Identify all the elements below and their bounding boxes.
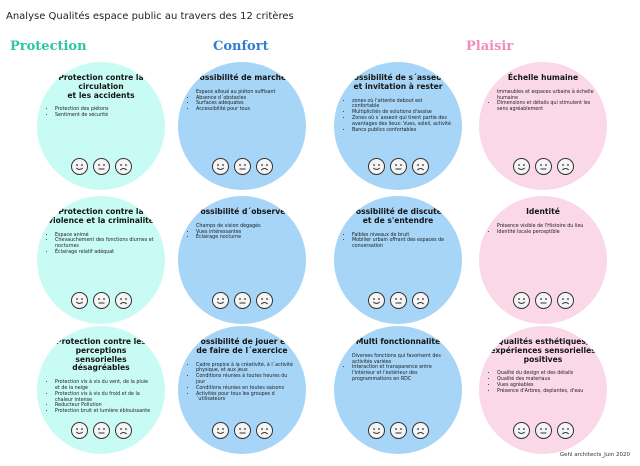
criterion-list xyxy=(490,90,596,113)
criterion-item: • Conditions réunies en toutes saisons xyxy=(196,386,295,392)
criterion-item: • Reducteur Pollution xyxy=(55,403,154,409)
rating-faces xyxy=(71,158,132,175)
neutral-face-icon[interactable] xyxy=(390,292,407,309)
rating-faces xyxy=(513,158,574,175)
criterion-item: • Sentiment de sécurité xyxy=(55,113,154,119)
happy-face-icon[interactable] xyxy=(368,422,385,439)
criterion-item: • Qualité du design et des détails xyxy=(497,371,596,377)
sad-face-icon[interactable] xyxy=(557,158,574,175)
sad-face-icon[interactable] xyxy=(557,422,574,439)
criterion-item: • Éclairage nocturne xyxy=(196,235,295,241)
criterion-item: • Faibles niveaux de bruit xyxy=(352,233,451,239)
sad-face-icon[interactable] xyxy=(256,292,273,309)
sad-face-icon[interactable] xyxy=(412,292,429,309)
criterion-list xyxy=(345,233,451,250)
criterion-title: Qualités esthétiques, expériences sensorielles positives xyxy=(490,337,596,364)
criterion-list xyxy=(189,224,295,241)
neutral-face-icon[interactable] xyxy=(93,422,110,439)
criterion-item: • Espace animé xyxy=(55,233,154,239)
criterion-item: • Accessibilité pour tous xyxy=(196,107,295,113)
neutral-face-icon[interactable] xyxy=(535,158,552,175)
criterion-title: Possibilité de marcher xyxy=(194,73,290,82)
criterion-item: • Protection vis à vis du vent, de la pluie et de la neige xyxy=(55,380,154,392)
criterion-list xyxy=(48,380,154,415)
happy-face-icon[interactable] xyxy=(513,158,530,175)
sad-face-icon[interactable] xyxy=(256,422,273,439)
criterion-circle xyxy=(479,196,607,324)
rating-faces xyxy=(513,422,574,439)
criterion-title: Possibilité de discuter et de s'entendre xyxy=(350,207,446,225)
neutral-face-icon[interactable] xyxy=(93,292,110,309)
criterion-circle xyxy=(37,326,165,454)
criterion-circle xyxy=(178,326,306,454)
page-title: Analyse Qualités espace public au travers des 12 critères xyxy=(6,11,294,22)
criterion-title: Protection contre la circulation et les accidents xyxy=(58,73,144,100)
happy-face-icon[interactable] xyxy=(71,422,88,439)
neutral-face-icon[interactable] xyxy=(535,422,552,439)
criterion-list xyxy=(490,224,596,236)
criterion-item: • Vues agréables xyxy=(497,383,596,389)
criterion-item: • Immeubles et espaces urbains à échelle humaine xyxy=(497,90,596,102)
criterion-list xyxy=(189,90,295,113)
criterion-circle xyxy=(37,196,165,324)
happy-face-icon[interactable] xyxy=(212,292,229,309)
criterion-title: Possibilité de jouer et de faire de l´exercice xyxy=(195,337,289,355)
criterion-item: • Protection des piétons xyxy=(55,107,154,113)
criterion-list xyxy=(189,363,295,404)
criterion-circle xyxy=(37,62,165,190)
criterion-list xyxy=(490,371,596,394)
criterion-item: • Protection vis à vis du froid et de la chaleur intense xyxy=(55,392,154,404)
sad-face-icon[interactable] xyxy=(115,158,132,175)
criterion-item: • Champs de vision dégagés xyxy=(196,224,295,230)
rating-faces xyxy=(368,158,429,175)
sad-face-icon[interactable] xyxy=(412,158,429,175)
criterion-circle xyxy=(479,62,607,190)
criterion-item: • Présence d'Arbres, deplantes, d'eau xyxy=(497,389,596,395)
criterion-item: • Vues intéressantes xyxy=(196,230,295,236)
criterion-circle xyxy=(334,62,462,190)
rating-faces xyxy=(212,422,273,439)
criterion-item: • Présence visible de l'Histoire du lieu xyxy=(497,224,596,230)
happy-face-icon[interactable] xyxy=(368,292,385,309)
criterion-list xyxy=(48,107,154,119)
criterion-circle xyxy=(178,196,306,324)
criterion-item: • Bancs publics confortables xyxy=(352,128,451,134)
sad-face-icon[interactable] xyxy=(115,292,132,309)
criterion-title: Possibilité d´observer xyxy=(194,207,290,216)
criterion-item: • Multiplicités de solutions d'assise xyxy=(352,110,451,116)
rating-faces xyxy=(71,422,132,439)
neutral-face-icon[interactable] xyxy=(234,422,251,439)
happy-face-icon[interactable] xyxy=(513,422,530,439)
neutral-face-icon[interactable] xyxy=(93,158,110,175)
criterion-item: • Diverses fonctions qui favorisent des activités variées xyxy=(352,354,451,366)
criterion-list xyxy=(48,233,154,256)
criterion-item: • Conditions réunies à toutes heures du jour xyxy=(196,374,295,386)
column-header-protection: Protection xyxy=(10,39,87,54)
criterion-item: • Zones où s´asseoir qui tirent partie des avantages des lieux: Vues, soleil, activité xyxy=(352,116,451,128)
happy-face-icon[interactable] xyxy=(368,158,385,175)
criterion-item: • Activités pour tous les groupes d´utilisateurs xyxy=(196,392,295,404)
criterion-title: Identité xyxy=(526,207,560,216)
column-header-plaisir: Plaisir xyxy=(466,39,514,54)
criterion-list xyxy=(345,99,451,134)
criterion-title: Multi fonctionnalité xyxy=(355,337,441,346)
criterion-item: • Cadre propice à la créativité, à l´activité physique, et aux jeux xyxy=(196,363,295,375)
rating-faces xyxy=(513,292,574,309)
criterion-item: • Éclairage relatif adéquat xyxy=(55,250,154,256)
criterion-title: Échelle humaine xyxy=(507,73,579,82)
sad-face-icon[interactable] xyxy=(412,422,429,439)
neutral-face-icon[interactable] xyxy=(234,292,251,309)
credit: Gehl architects_Juin 2020 xyxy=(559,452,630,458)
criterion-list xyxy=(345,354,451,383)
rating-faces xyxy=(368,292,429,309)
criterion-circle xyxy=(178,62,306,190)
happy-face-icon[interactable] xyxy=(212,158,229,175)
criterion-item: • Chevauchement des fonctions diurnes et nocturnes xyxy=(55,238,154,250)
criterion-circle xyxy=(334,326,462,454)
sad-face-icon[interactable] xyxy=(256,158,273,175)
criterion-title: Protection contre les perceptions sensorielles désagréables xyxy=(56,337,146,373)
happy-face-icon[interactable] xyxy=(212,422,229,439)
column-header-confort: Confort xyxy=(213,39,269,54)
criterion-item: • Espace alloué au piéton suffisant xyxy=(196,90,295,96)
criterion-item: • Protection bruit et lumière éblouissante xyxy=(55,409,154,415)
criterion-circle xyxy=(479,326,607,454)
rating-faces xyxy=(212,158,273,175)
criterion-title: Protection contre la violence et la criminalité xyxy=(48,207,154,225)
criterion-circle xyxy=(334,196,462,324)
rating-faces xyxy=(71,292,132,309)
criterion-item: • Interaction et transparence entre l'intérieur et l'extérieur des programmations en RDC xyxy=(352,365,451,382)
criterion-item: • Surfaces adéquates xyxy=(196,101,295,107)
sad-face-icon[interactable] xyxy=(557,292,574,309)
criterion-item: • Qualité des materiaux xyxy=(497,377,596,383)
sad-face-icon[interactable] xyxy=(115,422,132,439)
happy-face-icon[interactable] xyxy=(513,292,530,309)
criterion-item: • Absence d´obstacles xyxy=(196,96,295,102)
rating-faces xyxy=(368,422,429,439)
criterion-item: • zones où l'attente debout est confortable xyxy=(352,99,451,111)
rating-faces xyxy=(212,292,273,309)
happy-face-icon[interactable] xyxy=(71,158,88,175)
criterion-item: • Identité locale perceptible xyxy=(497,230,596,236)
happy-face-icon[interactable] xyxy=(71,292,88,309)
neutral-face-icon[interactable] xyxy=(234,158,251,175)
criterion-item: • Dimensions et détails qui stimulent les sens agréablement xyxy=(497,101,596,113)
criterion-title: Possibilité de s´asseoir et invitation à rester xyxy=(348,73,448,91)
neutral-face-icon[interactable] xyxy=(535,292,552,309)
neutral-face-icon[interactable] xyxy=(390,422,407,439)
criterion-item: • Mobilier urbain offrant des espaces de conversation xyxy=(352,238,451,250)
neutral-face-icon[interactable] xyxy=(390,158,407,175)
